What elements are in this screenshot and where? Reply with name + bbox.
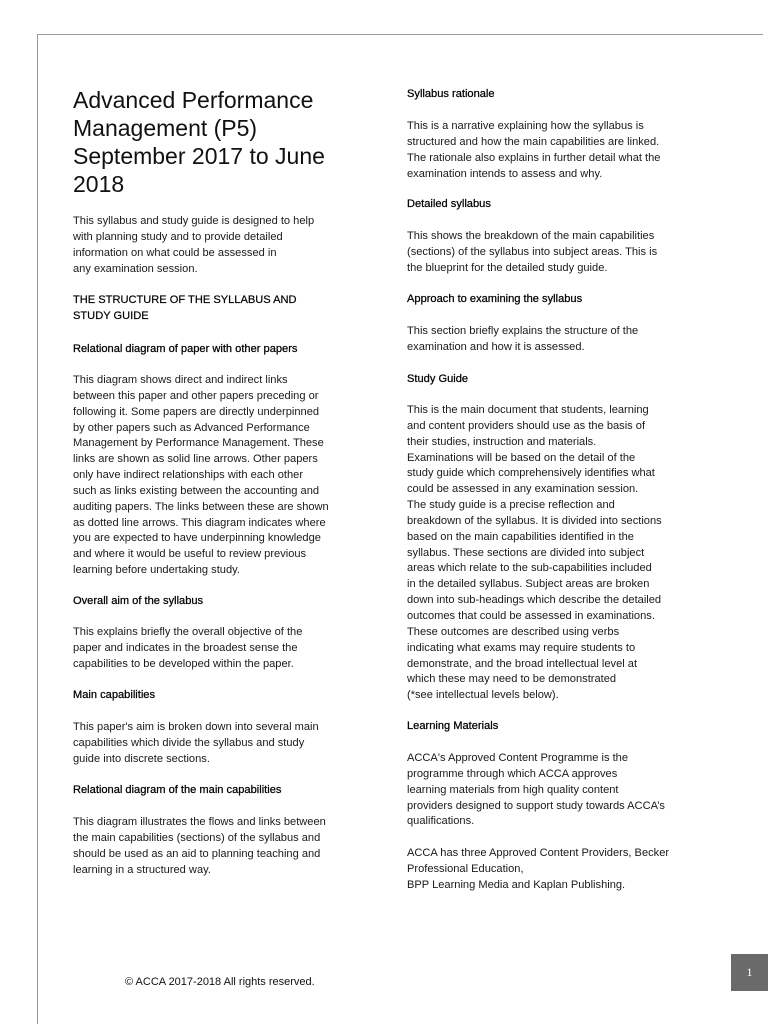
main-capabilities-heading: Main capabilities	[73, 689, 156, 701]
study-guide-text: This is the main document that students, learning and content providers should use as the basis of their studies, instruction and materials. Examinations will be based on the detail of the study guide which comprehensively identifies what could be assessed in any examination session. The study guide is a precise reflection and breakdown of the syllabus. It is divided into sections based on the main capabilities identified in the syllabus. These sections are divided into subject areas which relate to the sub-capabilities included in the detailed syllabus. Subject areas are broken down into sub-headings which describe the detailed outcomes that could be assessed in examinations. These outcomes are described using verbs indicating what exams may require students to demonstrate, and the broad intellectual level at which these may need to be demonstrated (*see intellectual levels below).	[407, 404, 662, 702]
relational-main-text: This diagram illustrates the flows and links between the main capabilities (sections) of the syllabus and should be used as an aid to planning teaching and learning in a structured way.	[73, 816, 326, 876]
intro-paragraph: This syllabus and study guide is designed to help with planning study and to provide detailed information on what could be assessed in any examination session.	[73, 215, 315, 275]
copyright-footer: © ACCA 2017-2018 All rights reserved.	[125, 976, 315, 988]
page-number-tab: 1	[731, 954, 768, 991]
overall-aim-text: This explains briefly the overall objective of the paper and indicates in the broadest sense the capabilities to be developed within the paper.	[73, 626, 303, 670]
syllabus-rationale-heading: Syllabus rationale	[407, 88, 495, 100]
study-guide-heading: Study Guide	[407, 373, 469, 385]
relational-other-heading: Relational diagram of paper with other papers	[73, 343, 298, 355]
syllabus-rationale-text: This is a narrative explaining how the syllabus is structured and how the main capabilities are linked. The rationale also explains in further detail what the examination intends to assess and why.	[407, 120, 661, 180]
approach-text: This section briefly explains the structure of the examination and how it is assessed.	[407, 325, 639, 353]
learning-materials-text-1: ACCA's Approved Content Programme is the programme through which ACCA approves learning materials from high quality content providers designed to support study towards ACCA’s qualifications.	[407, 752, 665, 828]
page-title: Advanced Performance Management (P5) September 2017 to June 2018	[73, 87, 325, 197]
detailed-syllabus-text: This shows the breakdown of the main capabilities (sections) of the syllabus into subject areas. This is the blueprint for the detailed study guide.	[407, 230, 658, 274]
approach-heading: Approach to examining the syllabus	[407, 293, 583, 305]
relational-main-heading: Relational diagram of the main capabilities	[73, 784, 282, 796]
structure-heading: THE STRUCTURE OF THE SYLLABUS AND STUDY GUIDE	[73, 294, 297, 322]
learning-materials-text-2: ACCA has three Approved Content Providers, Becker Professional Education, BPP Learning Media and Kaplan Publishing.	[407, 847, 670, 891]
overall-aim-heading: Overall aim of the syllabus	[73, 595, 204, 607]
relational-other-text: This diagram shows direct and indirect links between this paper and other papers preceding or following it. Some papers are directly underpinned by other papers such as Advanced Performance Management by Performance Management. These links are shown as solid line arrows. Other papers only have indirect relationships with each other such as links existing between the accounting and auditing papers. The links between these are shown as dotted line arrows. This diagram indicates where you are expected to have underpinning knowledge and where it would be useful to review previous learning before undertaking study.	[73, 374, 329, 577]
learning-materials-heading: Learning Materials	[407, 720, 499, 732]
main-capabilities-text: This paper's aim is broken down into several main capabilities which divide the syllabus and study guide into discrete sections.	[73, 721, 319, 765]
detailed-syllabus-heading: Detailed syllabus	[407, 198, 491, 210]
